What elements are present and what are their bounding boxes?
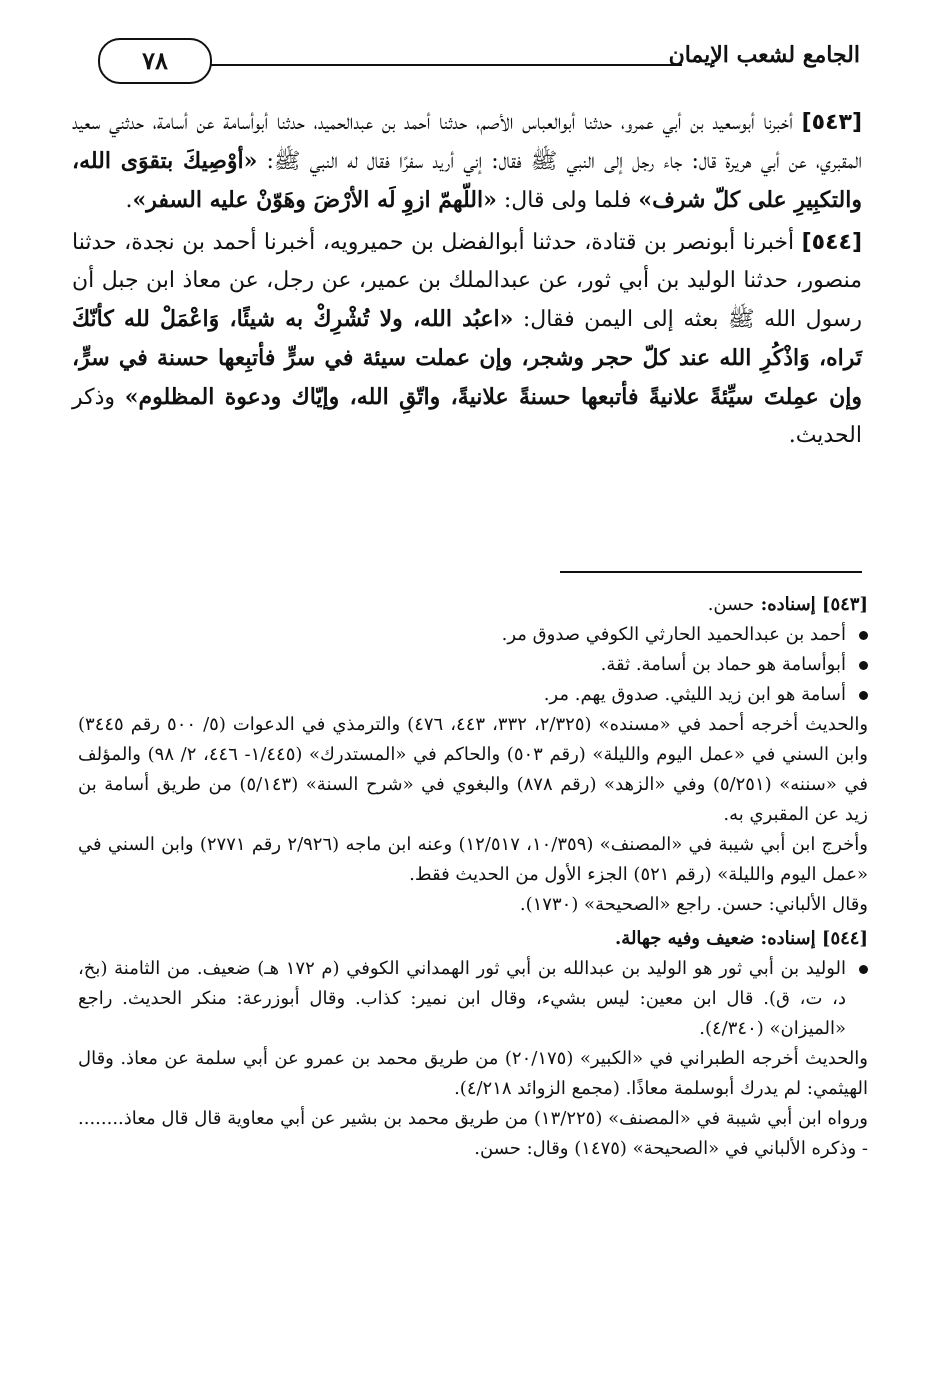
page-number: ٧٨ <box>98 38 212 84</box>
footnote-label: إسناده: <box>754 594 822 615</box>
footnote-paragraph: وأخرج ابن أبي شيبة في «المصنف» (١٠/٣٥٩، ١٢/٥١٧) وعنه ابن ماجه (٢/٩٢٦ رقم ٢٧٧١) وابن السني في «عمل اليوم والليلة» (رقم ٥٢١) الجزء الأول من الحديث فقط. <box>78 834 868 885</box>
narrator-text: الوليد بن أبي ثور هو الوليد بن عبدالله بن أبي ثور الهمداني الكوفي (م ١٧٢ هـ) ضعيف. من الثامنة (بخ، د، ت، ق). قال ابن معين: ليس بشيء، وقال ابن نمير: كذاب. وقال أبوزرعة: منكر الحديث. راجع «الميزان» (٤/٣٤٠). <box>78 958 846 1039</box>
hadith-narration: وذكر الحديث. <box>72 385 862 448</box>
footnote-label: إسناده: ضعيف وفيه جهالة. <box>615 928 822 949</box>
hadith-number: [٥٤٣] <box>801 110 862 135</box>
footnote-paragraph: ورواه ابن أبي شيبة في «المصنف» (١٣/٢٢٥) من طريق محمد بن بشير عن أبي معاوية قال قال معاذ........ - وذكره الألباني في «الصحيحة» (١٤٧٥) وقال: حسن. <box>78 1108 868 1159</box>
footnote-grade: حسن. <box>707 594 755 615</box>
header-rule <box>210 64 682 66</box>
main-text <box>72 104 862 459</box>
hadith-quote: «اللّهمّ ازوِ لَه الأرْضَ وهَوّنْ عليه السفر» <box>132 187 497 213</box>
footnote-heading <box>78 590 868 620</box>
footnotes <box>78 590 868 1164</box>
bullet-icon <box>859 631 868 640</box>
bullet-icon <box>859 965 868 974</box>
footnote-heading <box>78 924 868 954</box>
running-title: الجامع لشعب الإيمان <box>668 42 860 68</box>
hadith-quote: «أوْصِيكَ بتقوَى الله، والتكبِيرِ على كلّ شرف» <box>72 148 862 213</box>
narrator-list <box>78 954 868 1044</box>
page-header <box>60 38 860 86</box>
narrator-item <box>78 620 846 650</box>
narrator-text: أحمد بن عبدالحميد الحارثي الكوفي صدوق مر. <box>501 624 846 645</box>
hadith-number: [٥٤٤] <box>801 230 862 255</box>
narrator-item <box>78 954 846 1044</box>
footnote-number: [٥٤٣] <box>821 594 868 615</box>
hadith-isnad: أخبرنا أبونصر بن قتادة، حدثنا أبوالفضل بن حميرويه، أخبرنا أحمد بن نجدة، حدثنا منصور، حدثنا الوليد بن أبي ثور، عن عبدالملك بن عمير، عن رجل، عن معاذ ابن جبل أن رسول الله ﷺ بعثه إلى اليمن فقال: <box>72 230 862 332</box>
hadith-isnad: أخبرنا أبوسعيد بن أبي عمرو، حدثنا أبوالعباس الأصم، حدثنا أحمد بن عبدالحميد، حدثنا أبوأسامة عن أسامة، حدثني سعيد المقبري، عن أبي هريرة قال: جاء رجل إلى النبي ﷺ فقال: إني أريد سفرًا فقال له النبي ﷺ: <box>72 110 862 174</box>
narrator-item <box>78 680 846 710</box>
bullet-icon <box>859 661 868 670</box>
footnote-paragraph: والحديث أخرجه الطبراني في «الكبير» (٢٠/١٧٥) من طريق محمد بن عمرو عن أبي سلمة عن معاذ. وقال الهيثمي: لم يدرك أبوسلمة معاذًا. (مجمع الزوائد ٤/٢١٨). <box>78 1048 868 1099</box>
hadith-narration: فلما ولى قال: <box>496 188 639 213</box>
footnote-paragraph: وقال الألباني: حسن. راجع «الصحيحة» (١٧٣٠). <box>519 894 868 915</box>
hadith-quote: «اعبُد الله، ولا تُشْرِكْ به شيئًا، وَاعْمَلْ لله كأنّكَ تَراه، وَاذْكُرِ الله عند كلّ حجر وشجر، وإن عملت سيئة في سرٍّ فأتبِعها حسنة في سرٍّ، وإن عمِلتَ سيِّئةً علانيةً فأتبعها حسنةً علانيةً، واتّقِ الله، وإيّاك ودعوة المظلوم» <box>72 306 862 410</box>
footnote-paragraph: والحديث أخرجه أحمد في «مسنده» (٢/٣٢٥، ٣٣٢، ٤٤٣، ٤٧٦) والترمذي في الدعوات (٥/ ٥٠٠ رقم ٣٤٤٥) وابن السني في «عمل اليوم والليلة» (رقم ٥٠٣) والحاكم في «المستدرك» (١/٤٤٥- ٤٤٦، ٢/ ٩٨) والمؤلف في «سننه» (٥/٢٥١) وفي «الزهد» (رقم ٨٧٨) والبغوي في «شرح السنة» (٥/١٤٣) من طريق أسامة بن زيد عن المقبري به. <box>78 714 869 825</box>
narrator-text: أبوأسامة هو حماد بن أسامة. ثقة. <box>600 654 846 675</box>
narrator-item <box>78 650 846 680</box>
narrator-list <box>78 620 868 710</box>
hadith-paragraph <box>72 224 862 455</box>
hadith-paragraph <box>72 104 862 220</box>
hadith-end: . <box>125 188 133 213</box>
bullet-icon <box>859 691 868 700</box>
footnote-divider <box>560 571 862 573</box>
footnote-number: [٥٤٤] <box>821 928 868 949</box>
narrator-text: أسامة هو ابن زيد الليثي. صدوق يهم. مر. <box>543 684 846 705</box>
